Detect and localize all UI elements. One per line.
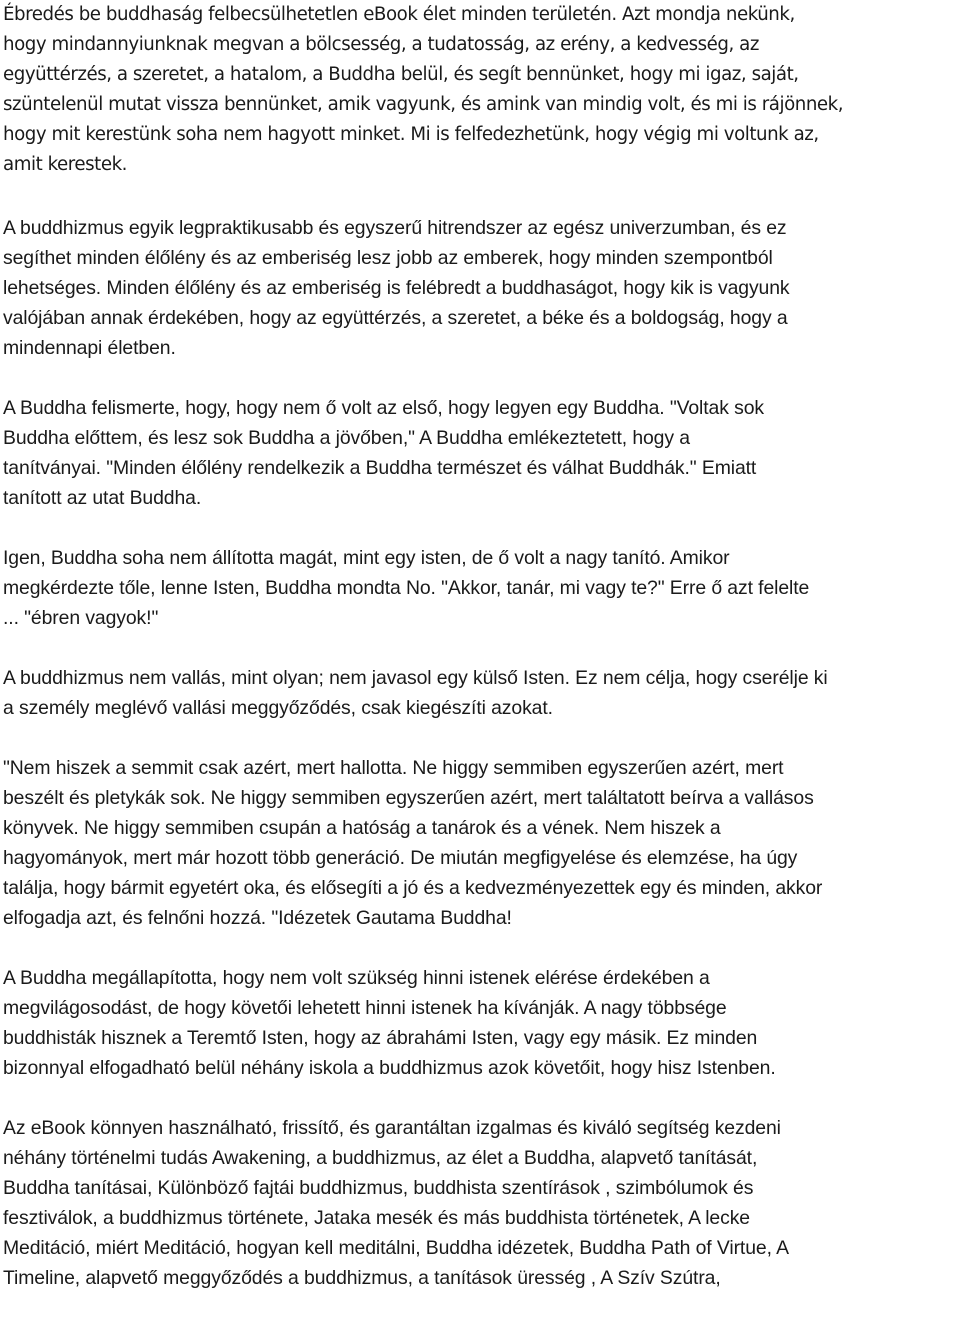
paragraph-buddha-quote: "Nem hiszek a semmit csak azért, mert hallotta. Ne higgy semmiben egyszerűen azért, mert beszélt és pletykák sok. Ne higgy semmiben egyszerűen azért, mert találtatott beírva a vallásos könyvek. Ne higgy semmiben csupán a hatóság a tanárok és a vének. Nem hiszek a hagyományok, mert már hozott több generáció. De miután megfigyelése és elemzése, ha úgy találja, hogy bármit egyetért oka, és elősegíti a jó és a kedvezményezettek egy és minden, akkor elfogadja azt, és felnőni hozzá. "Idézetek Gautama Buddha! bbox=[3, 757, 823, 929]
paragraph-belief-in-gods: A Buddha megállapította, hogy nem volt szükség hinni istenek elérése érdekében a megvilágosodást, de hogy követői lehetett hinni istenek ha kívánják. A nagy többsége buddhisták hisznek a Teremtő Isten, hogy az ábrahámi Isten, vagy egy másik. Ez minden bizonnyal elfogadható belül néhány iskola a buddhizmus azok követőit, hogy hisz Istenben. bbox=[3, 967, 776, 1079]
paragraph-great-teacher: Igen, Buddha soha nem állította magát, mint egy isten, de ő volt a nagy tanító. Amikor megkérdezte tőle, lenne Isten, Buddha mondta No. "Akkor, tanár, mi vagy te?" Erre ő azt felelte ... "ébren vagyok!" bbox=[3, 547, 810, 629]
document-body bbox=[3, 0, 959, 1323]
paragraph-awakening-intro: Ébredés be buddhaság felbecsülhetetlen eBook élet minden területén. Azt mondja nekünk, hogy mindannyiunknak megvan a bölcsesség, a tudatosság, az erény, a kedvesség, az együttérzés, a szeretet, a hatalom, a Buddha belül, és segít bennünket, hogy mi igaz, saját, szüntelenül mutat vissza bennünket, amik vagyunk, és amink van mindig volt, és mi is rájönnek, hogy mit kerestünk soha nem hagyott minket. Mi is felfedezhetünk, hogy végig mi voltunk az, amit kerestek. bbox=[3, 4, 844, 175]
paragraph-practical-belief-system: A buddhizmus egyik legpraktikusabb és egyszerű hitrendszer az egész univerzumban, és ez segíthet minden élőlény és az emberiség lesz jobb az emberek, hogy minden szempontból lehetséges. Minden élőlény és az emberiség is felébredt a buddhaságot, hogy kik is vagyunk valójában annak érdekében, hogy az együttérzés, a szeretet, a béke és a boldogság, hogy a mindennapi életben. bbox=[3, 217, 790, 359]
paragraph-ebook-contents: Az eBook könnyen használható, frissítő, és garantáltan izgalmas és kiváló segítség kezdeni néhány történelmi tudás Awakening, a buddhizmus, az élet a Buddha, alapvető tanítását, Buddha tanításai, Különböző fajtái buddhizmus, buddhista szentírások , szimbólumok és fesztiválok, a buddhizmus története, Jataka mesék és más buddhista történetek, A lecke Meditáció, miért Meditáció, hogyan kell meditálni, Buddha idézetek, Buddha Path of Virtue, A Timeline, alapvető meggyőződés a buddhizmus, a tanítások üresség , A Szív Szútra, bbox=[3, 1117, 789, 1289]
paragraph-not-religion: A buddhizmus nem vallás, mint olyan; nem javasol egy külső Isten. Ez nem célja, hogy cserélje ki a személy meglévő vallási meggyőződés, csak kiegészíti azokat. bbox=[3, 667, 828, 719]
paragraph-many-buddhas: A Buddha felismerte, hogy, hogy nem ő volt az első, hogy legyen egy Buddha. "Voltak sok Buddha előttem, és lesz sok Buddha a jövőben," A Buddha emlékeztetett, hogy a tanítványai. "Minden élőlény rendelkezik a Buddha természet és válhat Buddhák." Emiatt tanított az utat Buddha. bbox=[3, 397, 764, 509]
